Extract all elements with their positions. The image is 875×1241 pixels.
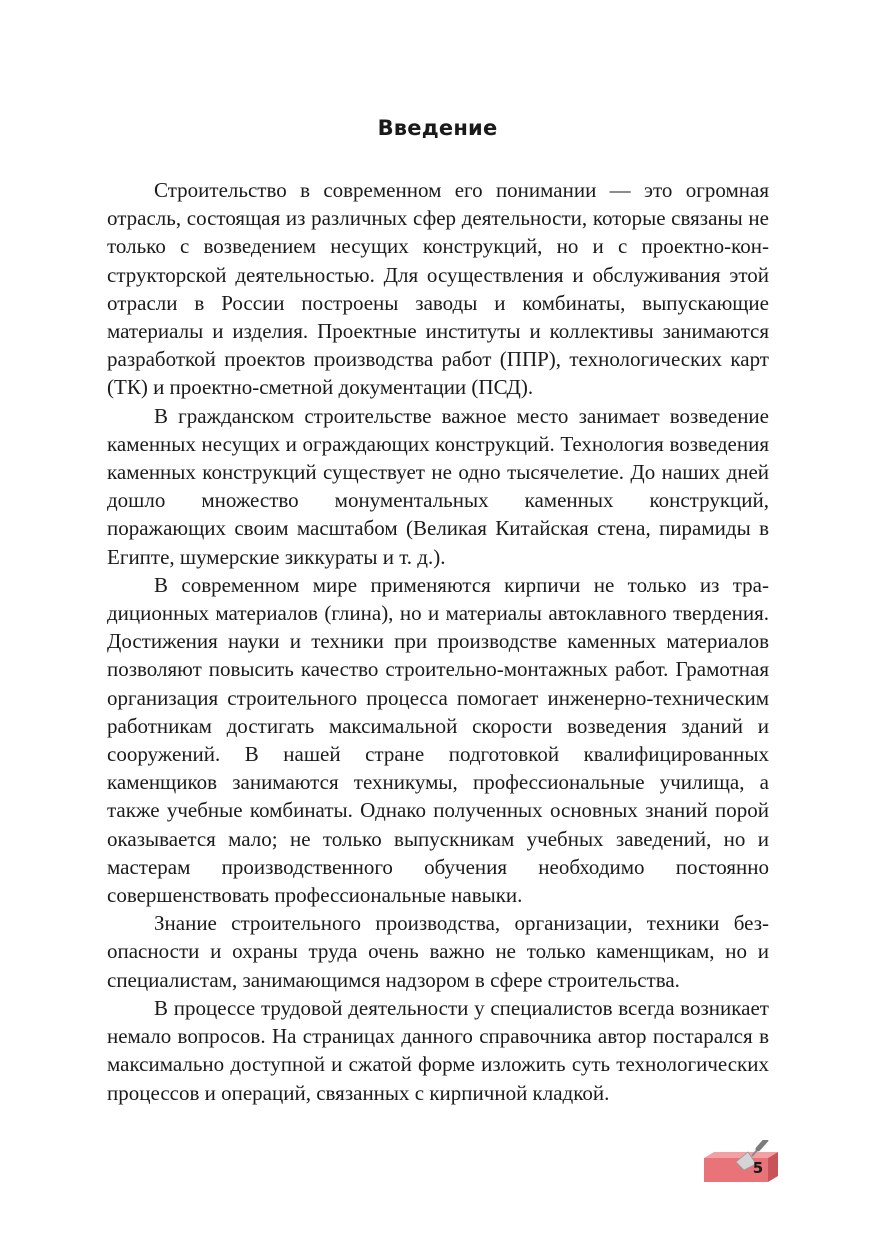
- paragraph: В процессе трудовой деятельности у специалистов всегда возникает немало вопросов. На страницах данного справочника автор постарался в максимально доступной и сжатой форме изложить суть технологических процессов и операций, связанных с кирпичной кладкой.: [107, 995, 769, 1105]
- paragraph: В современном мире применяются кирпичи не только из традиционных материалов (глина), но и материалы автоклавного твердения. Достижения науки и техники при производстве каменных материалов позволяют повысить качество строительно-монтажных работ. Грамотная организация строительного процесса помогает инженерно-техническим работникам достигать максимальной скорости возведения зданий и сооружений. В нашей стране подготовкой квалифицированных каменщиков занимаются техникумы, профессиональные училища, а также учебные комбинаты. Однако полученных основных знаний порой оказывается мало; не только выпускникам учебных заведений, но и мастерам производственного обучения необходимо постоянно совершенствовать профессиональные навыки.: [107, 572, 769, 908]
- body-text: [107, 176, 769, 1107]
- page-number: 5: [752, 1159, 764, 1177]
- paragraph: Строительство в современном его понимании — это огромная отрасль, состоящая из различных сфер деятельности, которые связаны не только с возведением несущих конструкций, но и с проектно-конструкторской деятельностью. Для осуществления и обслуживания этой отрасли в России построены заводы и комбинаты, выпускающие материалы и изделия. Проектные институты и коллективы занимаются разработкой проектов производства работ (ППР), технологических карт (ТК) и проектно-сметной документации (ПСД).: [107, 178, 769, 400]
- brick-top-face: [704, 1152, 778, 1158]
- page-title: Введение: [377, 116, 498, 140]
- trowel-handle: [758, 1140, 766, 1149]
- paragraph: Знание строительного производства, организации, техники безопасности и охраны труда очень важно не только каменщикам, но и специалистам, занимающимся надзором в сфере строительства.: [107, 911, 769, 992]
- paragraph: В гражданском строительстве важное место занимает возведение каменных несущих и ограждающих конструкций. Технология возведения каменных конструкций существует не одно тысячелетие. До наших дней дошло множество монументальных каменных конструкций, поражающих своим масштабом (Великая Китайская стена, пирамиды в Египте, шумерские зиккураты и т. д.).: [107, 403, 769, 569]
